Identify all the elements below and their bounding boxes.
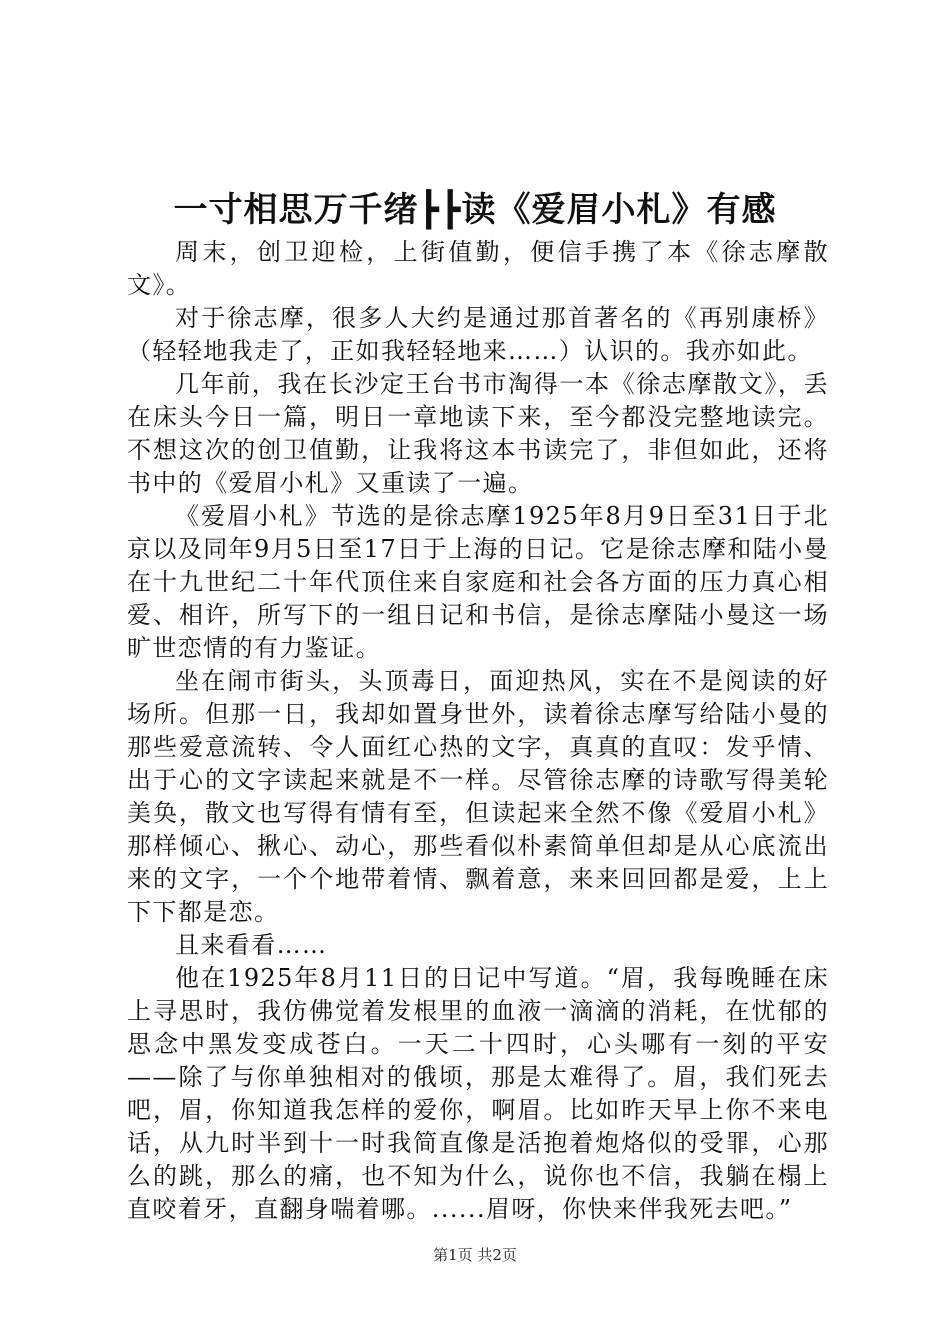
- document-body: [127, 236, 829, 1226]
- page-footer: 第1页 共2页: [433, 1246, 517, 1264]
- document-title: 一寸相思万千绪┣┣读《爱眉小札》有感: [173, 190, 777, 230]
- paragraph: 坐在闹市街头，头顶毒日，面迎热风，实在不是阅读的好场所。但那一日，我却如置身世外，读着徐志摩写给陆小曼的那些爱意流转、令人面红心热的文字，真真的直叹：发乎情、出于心的文字读起来就是不一样。尽管徐志摩的诗歌写得美轮美奂，散文也写得有情有至，但读起来全然不像《爱眉小札》那样倾心、揪心、动心，那些看似朴素简单但却是从心底流出来的文字，一个个地带着情、飘着意，来来回回都是爱，上上下下都是恋。: [127, 667, 829, 926]
- paragraph: 几年前，我在长沙定王台书市淘得一本《徐志摩散文》，丢在床头今日一篇，明日一章地读下来，至今都没完整地读完。不想这次的创卫值勤，让我将这本书读完了，非但如此，还将书中的《爱眉小札》又重读了一遍。: [127, 370, 829, 497]
- paragraph: 周末，创卫迎检，上街值勤，便信手携了本《徐志摩散文》。: [127, 238, 829, 299]
- paragraph: 他在1925年8月11日的日记中写道。“眉，我每晚睡在床上寻思时，我仿佛觉着发根里的血液一滴滴的消耗，在忧郁的思念中黑发变成苍白。一天二十四时，心头哪有一刻的平安——除了与你单独相对的俄顷，那是太难得了。眉，我们死去吧，眉，你知道我怎样的爱你，啊眉。比如昨天早上你不来电话，从九时半到十一时我简直像是活抱着炮烙似的受罪，心那么的跳，那么的痛，也不知为什么，说你也不信，我躺在榻上直咬着牙，直翻身喘着哪。......眉呀，你快来伴我死去吧。”: [127, 964, 829, 1223]
- paragraph: 对于徐志摩，很多人大约是通过那首著名的《再别康桥》（轻轻地我走了，正如我轻轻地来……）认识的。我亦如此。: [127, 304, 829, 365]
- paragraph: 且来看看……: [175, 931, 328, 959]
- paragraph: 《爱眉小札》节选的是徐志摩1925年8月9日至31日于北京以及同年9月5日至17日于上海的日记。它是徐志摩和陆小曼在十九世纪二十年代顶住来自家庭和社会各方面的压力真心相爱、相许，所写下的一组日记和书信，是徐志摩陆小曼这一场旷世恋情的有力鉴证。: [127, 502, 829, 662]
